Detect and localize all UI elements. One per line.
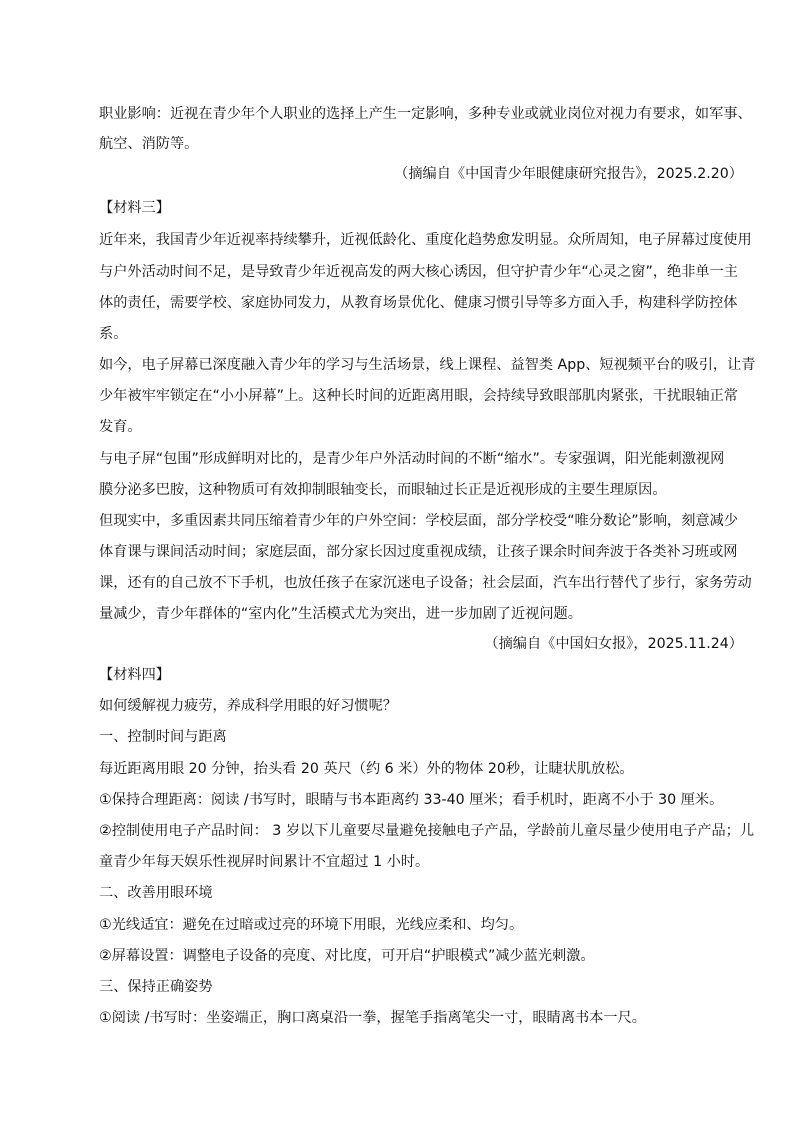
subheading-time-distance: 一、控制时间与距离 <box>99 729 227 745</box>
list-item: ①阅读 /书写时：坐姿端正，胸口离桌沿一拳，握笔手指离笔尖一寸，眼睛离书本一尺。 <box>99 1010 646 1026</box>
section-heading-material-4: 【材料四】 <box>99 667 170 683</box>
paragraph-text: 量减少，青少年群体的“室内化”生活模式尤为突出，进一步加剧了近视问题。 <box>99 606 582 622</box>
subheading-posture: 三、保持正确姿势 <box>99 979 213 995</box>
paragraph-text: 课，还有的自己放不下手机，也放任孩子在家沉迷电子设备；社会层面，汽车出行替代了步行，家务劳动 <box>99 575 752 591</box>
paragraph-text: 与电子屏“包围”形成鲜明对比的，是青少年户外活动时间的不断“缩水”。专家强调，阳光能刺激视网 <box>99 451 725 467</box>
source-citation-2: （摘编自《中国妇女报》，2025.11.24） <box>484 636 743 652</box>
list-item: ①光线适宜：避免在过暗或过亮的环境下用眼，光线应柔和、均匀。 <box>99 917 524 933</box>
paragraph-career-impact-cont: 航空、消防等。 <box>99 136 199 152</box>
paragraph-text: 但现实中，多重因素共同压缩着青少年的户外空间：学校层面，部分学校受“唯分数论”影响，刻意减少 <box>99 513 738 529</box>
subheading-environment: 二、改善用眼环境 <box>99 885 213 901</box>
list-item: ②控制使用电子产品时间： 3 岁以下儿童要尽量避免接触电子产品，学龄前儿童尽量少使用电子产品；儿 <box>99 823 755 839</box>
paragraph-text: 近年来，我国青少年近视率持续攀升，近视低龄化、重度化趋势愈发明显。众所周知，电子屏幕过度使用 <box>99 232 752 248</box>
paragraph-text: 如何缓解视力疲劳，养成科学用眼的好习惯呢？ <box>99 698 397 714</box>
paragraph-text: 体育课与课间活动时间；家庭层面，部分家长因过度重视成绩，让孩子课余时间奔波于各类补习班或网 <box>99 544 738 560</box>
list-item: ②屏幕设置：调整电子设备的亮度、对比度，可开启“护眼模式”减少蓝光刺激。 <box>99 948 595 964</box>
list-item-cont: 童青少年每天娱乐性视屏时间累计不宜超过 1 小时。 <box>99 854 430 870</box>
paragraph-text: 少年被牢牢锁定在“小小屏幕”上。这种长时间的近距离用眼，会持续导致眼部肌肉紧张，干扰眼轴正常 <box>99 388 738 404</box>
paragraph-text: 如今，电子屏幕已深度融入青少年的学习与生活场景，线上课程、益智类 App、短视频平台的吸引，让青 <box>99 357 756 373</box>
paragraph-career-impact: 职业影响：近视在青少年个人职业的选择上产生一定影响，多种专业或就业岗位对视力有要求，如军事、 <box>99 106 752 122</box>
paragraph-text: 膜分泌多巴胺，这种物质可有效抑制眼轴变长，而眼轴过长正是近视形成的主要生理原因。 <box>99 482 667 498</box>
section-heading-material-3: 【材料三】 <box>99 200 170 216</box>
list-item: ①保持合理距离：阅读 /书写时，眼睛与书本距离约 33-40 厘米；看手机时，距离不小于 30 厘米。 <box>99 792 724 808</box>
paragraph-text: 系。 <box>99 326 128 342</box>
paragraph-text: 每近距离用眼 20 分钟，抬头看 20 英尺（约 6 米）外的物体 20秒，让睫状肌放松。 <box>99 761 634 777</box>
paragraph-text: 发育。 <box>99 419 142 435</box>
paragraph-text: 体的责任，需要学校、家庭协同发力，从教育场景优化、健康习惯引导等多方面入手，构建科学防控体 <box>99 295 738 311</box>
paragraph-text: 与户外活动时间不足，是导致青少年近视高发的两大核心诱因，但守护青少年“心灵之窗”，绝非单一主 <box>99 264 738 280</box>
source-citation-1: （摘编自《中国青少年眼健康研究报告》，2025.2.20） <box>394 166 743 182</box>
